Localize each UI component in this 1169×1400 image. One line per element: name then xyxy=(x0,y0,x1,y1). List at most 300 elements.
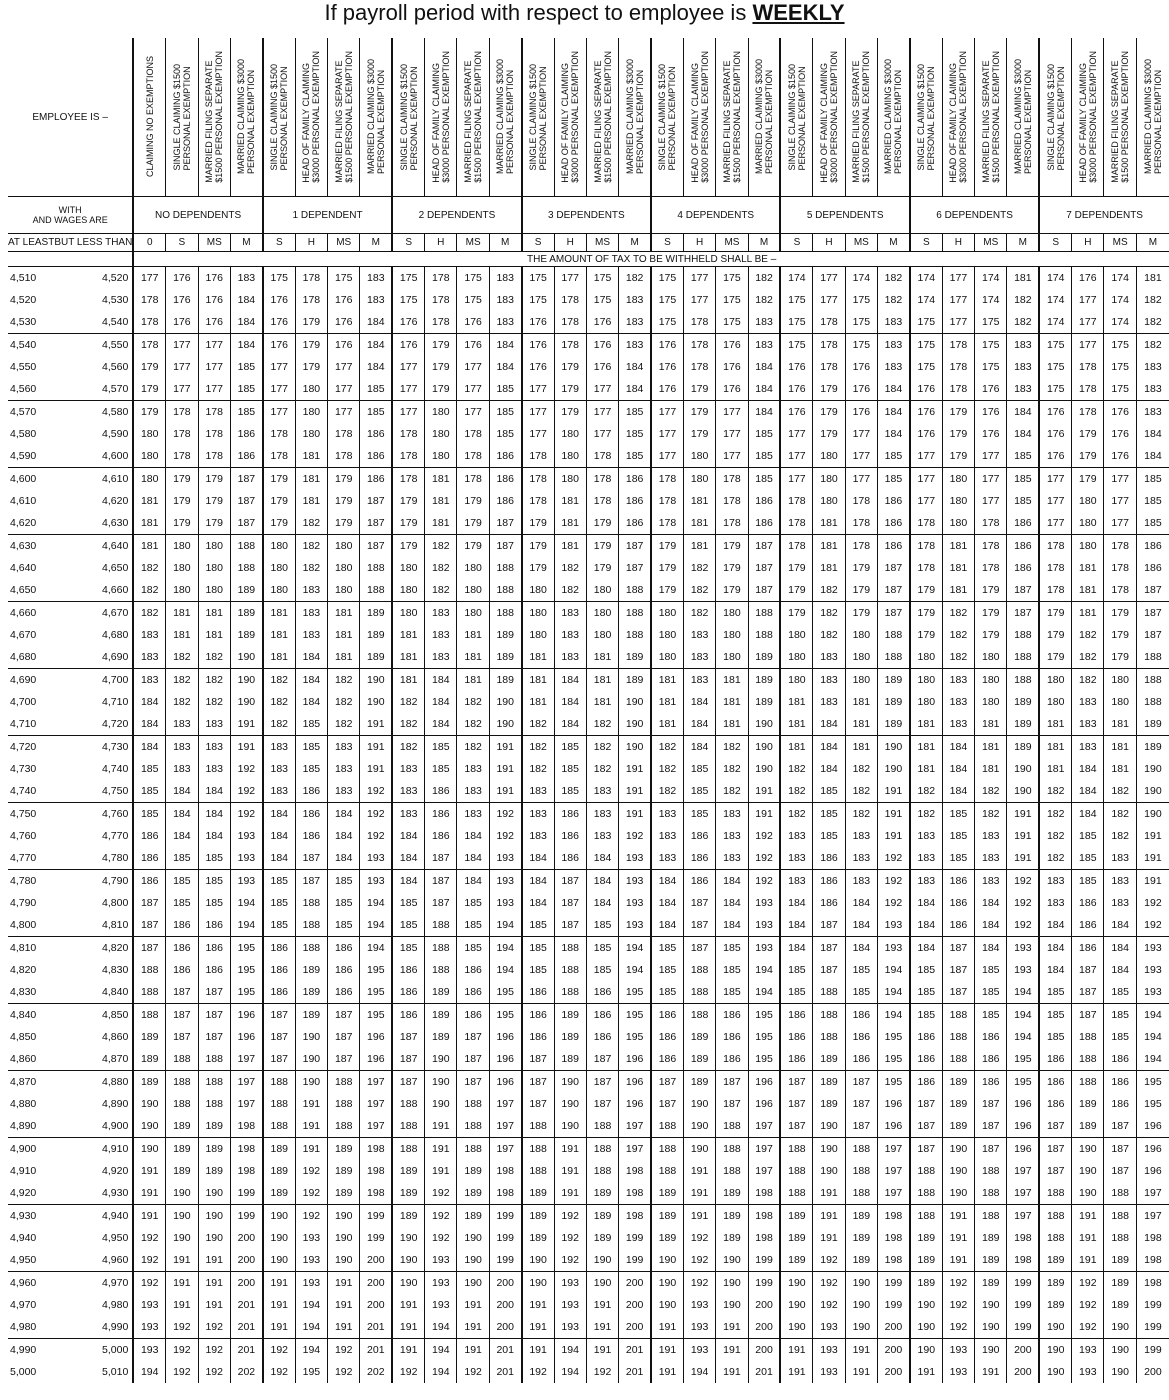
tax-value: 177 xyxy=(845,445,877,468)
tax-value: 176 xyxy=(651,356,683,378)
tax-value: 182 xyxy=(554,557,586,579)
tax-value: 195 xyxy=(360,959,392,981)
tax-value: 189 xyxy=(457,1205,489,1228)
tax-value: 192 xyxy=(425,1227,457,1249)
tax-value: 192 xyxy=(360,803,392,826)
tax-value: 181 xyxy=(1072,557,1104,579)
tax-value: 190 xyxy=(683,1138,715,1161)
tax-value: 187 xyxy=(263,1026,295,1048)
tax-value: 191 xyxy=(230,736,262,759)
wage-less-than: 4,990 xyxy=(102,1321,129,1333)
wage-less-than: 4,810 xyxy=(102,919,129,931)
tax-value: 187 xyxy=(1039,1115,1071,1138)
tax-value: 181 xyxy=(586,691,618,713)
tax-value: 183 xyxy=(619,334,651,357)
tax-value: 182 xyxy=(845,780,877,803)
tax-value: 183 xyxy=(392,803,424,826)
tax-value: 175 xyxy=(1039,378,1071,401)
column-header xyxy=(748,38,780,197)
tax-value: 193 xyxy=(489,847,521,870)
tax-value: 183 xyxy=(554,624,586,646)
tax-value: 193 xyxy=(1136,937,1169,960)
tax-value: 186 xyxy=(425,780,457,803)
tax-value: 185 xyxy=(716,981,748,1004)
tax-value: 191 xyxy=(392,1316,424,1339)
tax-value: 182 xyxy=(586,713,618,736)
tax-value: 186 xyxy=(845,1048,877,1071)
tax-value: 184 xyxy=(166,803,198,826)
tax-value: 177 xyxy=(651,423,683,445)
wage-at-least: 4,990 xyxy=(8,1339,54,1362)
tax-value: 183 xyxy=(845,825,877,847)
tax-value: 179 xyxy=(554,378,586,401)
wages-label-line2: AND WAGES ARE xyxy=(32,215,108,225)
tax-value: 176 xyxy=(263,289,295,311)
tax-value: 192 xyxy=(198,1316,230,1339)
tax-value: 185 xyxy=(554,780,586,803)
tax-value: 191 xyxy=(133,1160,165,1182)
tax-value: 187 xyxy=(328,1004,360,1027)
tax-value: 187 xyxy=(780,1093,812,1115)
tax-value: 179 xyxy=(425,378,457,401)
tax-value: 183 xyxy=(360,267,392,290)
tax-value: 191 xyxy=(198,1249,230,1272)
tax-value: 185 xyxy=(392,914,424,937)
tax-value: 201 xyxy=(360,1316,392,1339)
tax-value: 176 xyxy=(522,334,554,357)
tax-value: 185 xyxy=(1039,1004,1071,1027)
tax-value: 198 xyxy=(748,1182,780,1205)
tax-value: 184 xyxy=(1039,959,1071,981)
tax-value: 185 xyxy=(975,981,1007,1004)
tax-value: 176 xyxy=(780,356,812,378)
table-row xyxy=(8,267,1169,290)
tax-value: 186 xyxy=(392,959,424,981)
tax-value: 195 xyxy=(878,1048,910,1071)
tax-value: 192 xyxy=(1007,914,1039,937)
tax-value: 179 xyxy=(263,468,295,491)
tax-value: 185 xyxy=(360,401,392,424)
tax-value: 183 xyxy=(133,646,165,669)
tax-value: 186 xyxy=(651,1026,683,1048)
tax-value: 183 xyxy=(1072,691,1104,713)
tax-value: 178 xyxy=(457,423,489,445)
tax-value: 193 xyxy=(683,1316,715,1339)
dependents-group-header: 4 DEPENDENTS xyxy=(651,197,780,234)
at-least-label: AT LEAST xyxy=(8,234,54,252)
tax-value: 179 xyxy=(392,535,424,558)
tax-value: 192 xyxy=(328,1339,360,1362)
tax-value: 181 xyxy=(845,736,877,759)
tax-value: 184 xyxy=(651,892,683,914)
tax-value: 195 xyxy=(748,1048,780,1071)
tax-value: 183 xyxy=(263,758,295,780)
tax-value: 188 xyxy=(554,981,586,1004)
tax-value: 182 xyxy=(425,579,457,602)
column-header xyxy=(975,38,1007,197)
tax-value: 182 xyxy=(133,557,165,579)
wage-less-than: 5,000 xyxy=(54,1339,133,1362)
tax-value: 183 xyxy=(425,624,457,646)
tax-value: 184 xyxy=(942,780,974,803)
title-emphasis: WEEKLY xyxy=(752,0,845,25)
tax-value: 193 xyxy=(425,1294,457,1316)
tax-value: 191 xyxy=(780,1361,812,1383)
tax-value: 178 xyxy=(942,334,974,357)
tax-value: 188 xyxy=(360,579,392,602)
tax-value: 185 xyxy=(910,959,942,981)
tax-value: 180 xyxy=(328,579,360,602)
wage-at-least: 4,600 xyxy=(8,468,54,491)
tax-value: 178 xyxy=(910,557,942,579)
tax-value: 187 xyxy=(845,1093,877,1115)
tax-value: 177 xyxy=(328,378,360,401)
tax-value: 191 xyxy=(295,1115,327,1138)
tax-value: 195 xyxy=(360,1004,392,1027)
wage-less-than: 4,560 xyxy=(102,361,129,373)
tax-value: 189 xyxy=(295,959,327,981)
tax-value: 176 xyxy=(166,267,198,290)
tax-value: 201 xyxy=(360,1339,392,1362)
tax-value: 188 xyxy=(716,1115,748,1138)
tax-value: 186 xyxy=(1104,1093,1136,1115)
status-code: H xyxy=(813,234,845,252)
tax-value: 185 xyxy=(942,803,974,826)
table-row xyxy=(8,1004,1169,1027)
table-row xyxy=(8,602,1169,625)
tax-value: 190 xyxy=(1007,780,1039,803)
tax-value: 191 xyxy=(1007,803,1039,826)
tax-value: 175 xyxy=(392,289,424,311)
tax-value: 177 xyxy=(586,378,618,401)
tax-value: 184 xyxy=(651,870,683,893)
tax-value: 183 xyxy=(166,736,198,759)
tax-value: 193 xyxy=(813,1361,845,1383)
column-header-text: SINGLE CLAIMING $1500 PERSONAL EXEMPTION xyxy=(171,63,192,171)
tax-value: 182 xyxy=(780,758,812,780)
tax-value: 181 xyxy=(1104,713,1136,736)
tax-value: 186 xyxy=(975,1026,1007,1048)
tax-value: 192 xyxy=(263,1361,295,1383)
tax-value: 190 xyxy=(845,1294,877,1316)
tax-value: 188 xyxy=(522,1138,554,1161)
tax-value: 178 xyxy=(975,512,1007,535)
tax-value: 191 xyxy=(328,1294,360,1316)
wage-at-least: 4,630 xyxy=(8,535,54,558)
tax-value: 174 xyxy=(975,267,1007,290)
tax-value: 177 xyxy=(910,468,942,491)
tax-value: 183 xyxy=(619,289,651,311)
tax-value: 194 xyxy=(425,1361,457,1383)
tax-value: 180 xyxy=(1104,691,1136,713)
tax-value: 179 xyxy=(845,602,877,625)
tax-value: 189 xyxy=(554,1048,586,1071)
tax-value: 187 xyxy=(489,535,521,558)
tax-value: 179 xyxy=(425,334,457,357)
tax-value: 193 xyxy=(554,1316,586,1339)
tax-value: 185 xyxy=(263,870,295,893)
tax-value: 189 xyxy=(878,669,910,692)
wage-less-than: 4,590 xyxy=(102,428,129,440)
tax-value: 179 xyxy=(845,579,877,602)
tax-value: 183 xyxy=(295,624,327,646)
table-row xyxy=(8,981,1169,1004)
tax-value: 188 xyxy=(133,981,165,1004)
tax-value: 183 xyxy=(392,780,424,803)
tax-value: 193 xyxy=(133,1316,165,1339)
tax-value: 183 xyxy=(975,825,1007,847)
dependents-group-header: 1 DEPENDENT xyxy=(263,197,392,234)
tax-value: 190 xyxy=(813,1115,845,1138)
tax-value: 184 xyxy=(1072,758,1104,780)
tax-value: 183 xyxy=(878,356,910,378)
tax-value: 187 xyxy=(813,937,845,960)
tax-value: 184 xyxy=(845,937,877,960)
tax-value: 197 xyxy=(1007,1182,1039,1205)
tax-value: 177 xyxy=(586,423,618,445)
tax-value: 185 xyxy=(813,803,845,826)
wage-less-than: 4,910 xyxy=(54,1138,133,1161)
tax-value: 175 xyxy=(780,334,812,357)
tax-value: 181 xyxy=(522,646,554,669)
tax-value: 181 xyxy=(651,691,683,713)
tax-value: 179 xyxy=(683,378,715,401)
tax-value: 201 xyxy=(489,1339,521,1362)
tax-value: 182 xyxy=(522,758,554,780)
tax-value: 194 xyxy=(619,959,651,981)
tax-value: 181 xyxy=(910,713,942,736)
tax-value: 191 xyxy=(489,736,521,759)
tax-value: 184 xyxy=(457,825,489,847)
wage-less-than: 4,760 xyxy=(54,803,133,826)
tax-value: 186 xyxy=(845,1026,877,1048)
status-code: M xyxy=(489,234,521,252)
tax-value: 179 xyxy=(942,445,974,468)
wage-less-than: 4,780 xyxy=(102,852,129,864)
wage-at-least: 4,920 xyxy=(10,1187,37,1199)
tax-value: 188 xyxy=(392,1115,424,1138)
tax-value: 189 xyxy=(522,1227,554,1249)
tax-value: 184 xyxy=(748,401,780,424)
tax-value: 176 xyxy=(910,423,942,445)
column-header-text: MARRIED FILING SEPARATE $1500 PERSONAL EXEMPTION xyxy=(1110,51,1131,183)
tax-value: 183 xyxy=(522,825,554,847)
tax-value: 189 xyxy=(780,1205,812,1228)
tax-value: 192 xyxy=(198,1361,230,1383)
tax-value: 178 xyxy=(554,311,586,334)
tax-value: 180 xyxy=(651,646,683,669)
table-row xyxy=(8,1093,1169,1115)
tax-value: 181 xyxy=(683,490,715,512)
tax-value: 178 xyxy=(198,423,230,445)
tax-value: 202 xyxy=(360,1361,392,1383)
tax-value: 176 xyxy=(1104,401,1136,424)
table-row xyxy=(8,557,1169,579)
tax-value: 176 xyxy=(263,311,295,334)
tax-value: 192 xyxy=(554,1249,586,1272)
tax-value: 179 xyxy=(813,378,845,401)
tax-value: 198 xyxy=(360,1182,392,1205)
column-header xyxy=(1007,38,1039,197)
tax-value: 184 xyxy=(748,378,780,401)
tax-value: 187 xyxy=(619,557,651,579)
tax-value: 193 xyxy=(813,1339,845,1362)
tax-value: 189 xyxy=(1104,1294,1136,1316)
tax-value: 186 xyxy=(457,1004,489,1027)
tax-value: 193 xyxy=(554,1272,586,1295)
tax-value: 189 xyxy=(230,579,262,602)
tax-value: 178 xyxy=(1072,378,1104,401)
tax-value: 183 xyxy=(1039,870,1071,893)
tax-value: 181 xyxy=(651,669,683,692)
tax-value: 177 xyxy=(942,311,974,334)
tax-value: 188 xyxy=(586,1115,618,1138)
tax-value: 186 xyxy=(878,490,910,512)
tax-value: 189 xyxy=(651,1182,683,1205)
tax-value: 180 xyxy=(780,646,812,669)
tax-value: 189 xyxy=(1039,1272,1071,1295)
wage-at-least: 4,980 xyxy=(10,1321,37,1333)
tax-value: 187 xyxy=(457,1026,489,1048)
tax-value: 195 xyxy=(878,1071,910,1094)
column-header-text: MARRIED CLAIMING $3000 PERSONAL EXEMPTION xyxy=(365,59,386,175)
tax-value: 179 xyxy=(295,356,327,378)
tax-value: 178 xyxy=(942,378,974,401)
tax-value: 190 xyxy=(295,1071,327,1094)
tax-value: 190 xyxy=(942,1138,974,1161)
tax-value: 181 xyxy=(166,602,198,625)
tax-value: 179 xyxy=(780,602,812,625)
tax-value: 192 xyxy=(457,1361,489,1383)
tax-value: 184 xyxy=(813,713,845,736)
tax-value: 178 xyxy=(716,468,748,491)
tax-value: 182 xyxy=(198,669,230,692)
tax-value: 190 xyxy=(1007,758,1039,780)
tax-value: 189 xyxy=(586,1205,618,1228)
tax-value: 192 xyxy=(425,1182,457,1205)
tax-value: 190 xyxy=(457,1272,489,1295)
tax-value: 183 xyxy=(619,311,651,334)
tax-value: 176 xyxy=(457,334,489,357)
column-header xyxy=(813,38,845,197)
tax-value: 190 xyxy=(651,1272,683,1295)
tax-value: 177 xyxy=(1072,311,1104,334)
tax-value: 178 xyxy=(392,423,424,445)
tax-value: 184 xyxy=(554,713,586,736)
tax-value: 186 xyxy=(910,1071,942,1094)
tax-value: 196 xyxy=(360,1026,392,1048)
tax-value: 180 xyxy=(1072,512,1104,535)
tax-value: 182 xyxy=(975,803,1007,826)
column-header xyxy=(392,38,424,197)
tax-value: 186 xyxy=(683,825,715,847)
tax-value: 190 xyxy=(651,1249,683,1272)
wages-label-line1: WITH xyxy=(58,205,82,215)
tax-value: 189 xyxy=(360,646,392,669)
tax-value: 182 xyxy=(845,758,877,780)
wage-at-least: 4,550 xyxy=(10,361,37,373)
tax-value: 186 xyxy=(1072,892,1104,914)
tax-value: 189 xyxy=(748,691,780,713)
tax-value: 180 xyxy=(651,624,683,646)
tax-value: 181 xyxy=(586,646,618,669)
tax-value: 192 xyxy=(878,892,910,914)
tax-value: 185 xyxy=(166,847,198,870)
table-row xyxy=(8,1294,1169,1316)
tax-value: 190 xyxy=(716,1294,748,1316)
tax-value: 191 xyxy=(166,1272,198,1295)
tax-value: 177 xyxy=(780,468,812,491)
tax-value: 191 xyxy=(328,1316,360,1339)
status-code: H xyxy=(295,234,327,252)
tax-value: 199 xyxy=(1007,1294,1039,1316)
tax-value: 188 xyxy=(910,1160,942,1182)
tax-value: 176 xyxy=(975,423,1007,445)
tax-value: 186 xyxy=(619,468,651,491)
tax-value: 181 xyxy=(1072,579,1104,602)
tax-value: 176 xyxy=(166,289,198,311)
tax-value: 182 xyxy=(554,579,586,602)
tax-value: 197 xyxy=(230,1048,262,1071)
tax-value: 186 xyxy=(489,445,521,468)
tax-value: 180 xyxy=(392,602,424,625)
tax-value: 178 xyxy=(425,289,457,311)
tax-value: 198 xyxy=(1007,1249,1039,1272)
tax-value: 180 xyxy=(845,669,877,692)
tax-value: 190 xyxy=(1136,758,1169,780)
tax-value: 191 xyxy=(166,1294,198,1316)
tax-value: 183 xyxy=(813,691,845,713)
tax-value: 182 xyxy=(263,669,295,692)
tax-value: 188 xyxy=(489,602,521,625)
tax-value: 178 xyxy=(295,267,327,290)
tax-value: 182 xyxy=(1039,803,1071,826)
tax-value: 196 xyxy=(1136,1115,1169,1138)
wage-less-than: 4,980 xyxy=(102,1299,129,1311)
tax-value: 183 xyxy=(1007,378,1039,401)
tax-value: 180 xyxy=(522,602,554,625)
tax-value: 189 xyxy=(554,1004,586,1027)
tax-value: 178 xyxy=(1039,557,1071,579)
tax-value: 175 xyxy=(586,267,618,290)
tax-value: 184 xyxy=(360,334,392,357)
tax-value: 178 xyxy=(683,311,715,334)
tax-value: 190 xyxy=(1136,803,1169,826)
tax-value: 175 xyxy=(1104,378,1136,401)
tax-value: 193 xyxy=(748,892,780,914)
status-code: MS xyxy=(457,234,489,252)
tax-value: 177 xyxy=(166,378,198,401)
column-header xyxy=(166,38,198,197)
tax-value: 186 xyxy=(198,959,230,981)
tax-value: 198 xyxy=(619,1160,651,1182)
tax-value: 185 xyxy=(198,892,230,914)
tax-value: 189 xyxy=(975,1272,1007,1295)
tax-value: 185 xyxy=(554,736,586,759)
tax-value: 185 xyxy=(554,758,586,780)
tax-value: 180 xyxy=(716,646,748,669)
tax-value: 191 xyxy=(133,1182,165,1205)
wage-at-least: 4,730 xyxy=(10,763,37,775)
tax-value: 182 xyxy=(619,267,651,290)
tax-value: 185 xyxy=(1039,981,1071,1004)
tax-value: 188 xyxy=(198,1071,230,1094)
tax-value: 186 xyxy=(230,445,262,468)
tax-value: 191 xyxy=(716,1339,748,1362)
tax-value: 193 xyxy=(489,892,521,914)
tax-value: 178 xyxy=(716,512,748,535)
tax-value: 188 xyxy=(942,1048,974,1071)
